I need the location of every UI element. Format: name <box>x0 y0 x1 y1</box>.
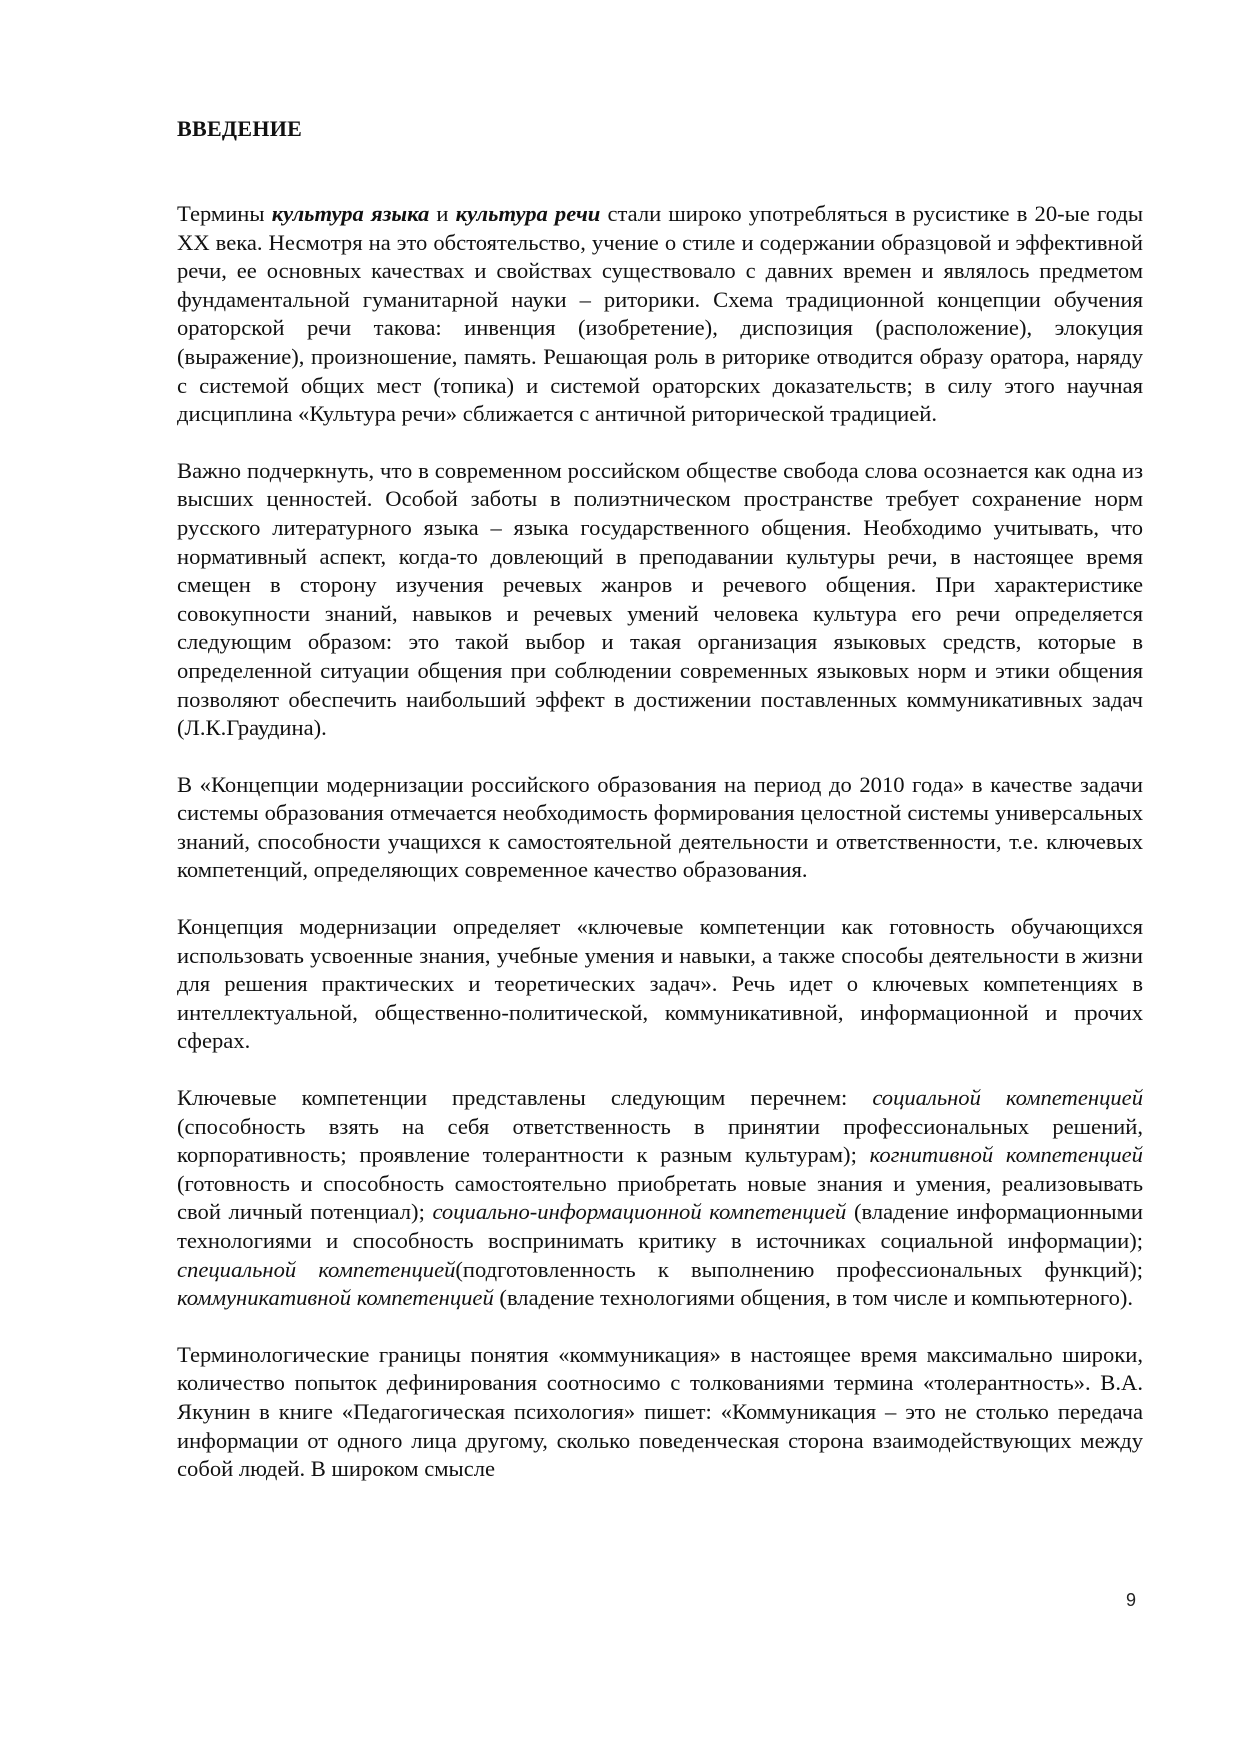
term-social-information-competence: социально-информационной компетенцией <box>432 1199 847 1225</box>
paragraph-2: Важно подчеркнуть, что в современном российском обществе свобода слова осознается как одна из высших ценностей. Особой заботы в полиэтническом пространстве требует сохранение норм русского литературного языка – языка государственного общения. Необходимо учитывать, что нормативный аспект, когда-то довлеющий в преподавании культуры речи, в настоящее время смещен в сторону изучения речевых жанров и речевого общения. При характеристике совокупности знаний, навыков и речевых умений человека культура его речи определяется следующим образом: это такой выбор и такая организация языковых средств, которые в определенной ситуации общения при соблюдении современных языковых норм и этики общения позволяют обеспечить наибольший эффект в достижении поставленных коммуникативных задач (Л.К.Граудина). <box>177 457 1143 741</box>
paragraph-5-text-k: (владение технологиями общения, в том числе и компьютерного). <box>493 1285 1134 1311</box>
term-culture-of-speech: культура речи <box>455 201 601 226</box>
paragraph-1-text-c: и <box>429 201 456 226</box>
section-heading: ВВЕДЕНИЕ <box>177 116 303 141</box>
paragraph-3: В «Концепции модернизации российского образования на период до 2010 года» в качестве задачи системы образования отмечается необходимость формирования целостной системы универсальных знаний, способности учащихся к самостоятельной деятельности и ответственности, т.е. ключевых компетенций, определяющих современное качество образования. <box>177 771 1143 883</box>
paragraph-4: Концепция модернизации определяет «ключевые компетенции как готовность обучающихся использовать усвоенные знания, учебные умения и навыки, а также способы деятельности в жизни для решения практических и теоретических задач». Речь идет о ключевых компетенциях в интеллектуальной, общественно-политической, коммуникативной, информационной и прочих сферах. <box>177 914 1143 1054</box>
paragraph-5-text-e: (готовность и способность самостоятельно приобретать новые знания и умения, реализовывать свой личный потенциал); <box>177 1170 1143 1225</box>
paragraph-1-text-a: Термины <box>177 201 272 226</box>
term-communicative-competence: коммуникативной компетенцией <box>177 1285 494 1311</box>
paragraph-5-text-g: (владение информационными технологиями и способность воспринимать критику в источниках социальной информации); <box>177 1199 1143 1253</box>
paragraph-1 <box>177 200 1143 429</box>
term-special-competence: специальной компетенцией <box>177 1256 456 1282</box>
term-culture-of-language: культура языка <box>271 201 430 226</box>
paragraph-1-text-e: стали широко употребляться в русистике в 20-ые годы ХХ века. Несмотря на это обстоятельство, учение о стиле и содержании образцовой и эффективной речи, ее основных качествах и свойствах существовало с давних времен и являлось предметом фундаментальной гуманитарной науки – риторики. Схема традиционной концепции обучения ораторской речи такова: инвенция (изобретение), диспозиция (расположение), элокуция (выражение), произношение, память. Решающая роль в риторике отводится образу оратора, наряду с системой общих мест (топика) и системой ораторских доказательств; в силу этого научная дисциплина «Культура речи» сближается с античной риторической традицией. <box>177 201 1144 427</box>
paragraph-5-text-c: (способность взять на себя ответственность в принятии профессиональных решений, корпоративность; проявление толерантности к разным культурам); <box>177 1113 1143 1168</box>
paragraph-5-text-a: Ключевые компетенции представлены следующим перечнем: <box>177 1085 873 1111</box>
paragraph-6: Терминологические границы понятия «коммуникация» в настоящее время максимально широки, количество попыток дефинирования соотносимо с толкованиями термина «толерантность». В.А. Якунин в книге «Педагогическая психология» пишет: «Коммуникация – это не столько передача информации от одного лица другому, сколько поведенческая сторона взаимодействующих между собой людей. В широком смысле <box>177 1341 1143 1482</box>
term-social-competence: социальной компетенцией <box>872 1085 1143 1111</box>
paragraph-5-text-i: (подготовленность к выполнению профессиональных функций); <box>455 1256 1144 1282</box>
term-cognitive-competence: когнитивной компетенцией <box>869 1142 1143 1168</box>
document-page <box>177 115 1143 1512</box>
paragraph-5 <box>177 1084 1143 1313</box>
page-number: 9 <box>1126 1590 1137 1610</box>
